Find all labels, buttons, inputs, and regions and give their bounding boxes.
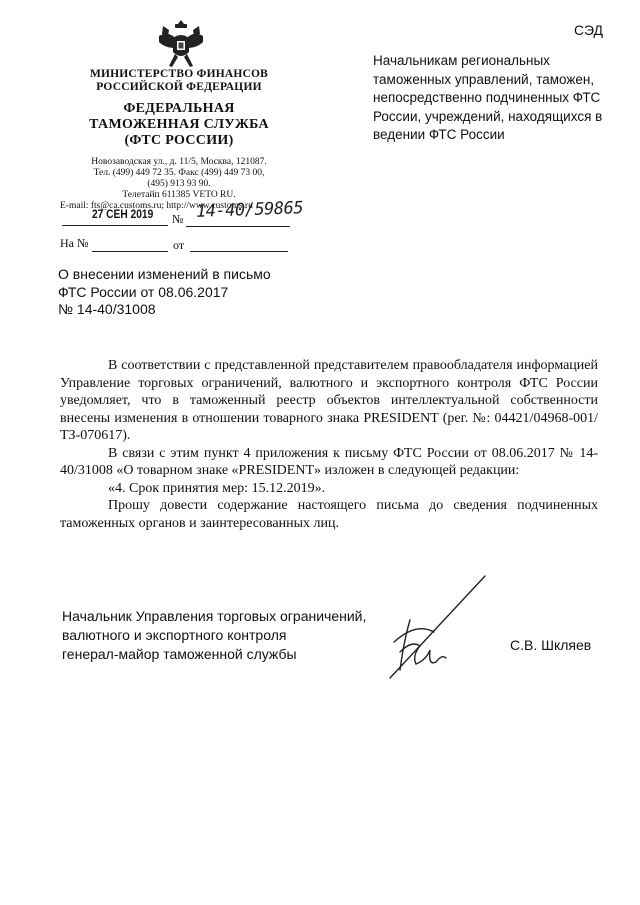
registration-number-label: №: [172, 212, 184, 226]
document-system-mark: СЭД: [574, 22, 604, 38]
body-quote: «4. Срок принятия мер: 15.12.2019».: [108, 480, 326, 496]
body-paragraph-2: В связи с этим пункт 4 приложения к письму ФТС России от 08.06.2017 № 14-40/31008 «О товарном знаке «PRESIDENT» изложен в следующей редакции:: [60, 445, 598, 478]
phone-line: Тел. (499) 449 72 35. Факс (499) 449 73 00,: [93, 168, 265, 178]
signatory-name: С.В. Шкляев: [510, 637, 592, 653]
handwritten-signature: [370, 572, 500, 682]
email-line: E-mail: fts@ca.customs.ru; http://www.customs.ru: [60, 201, 253, 211]
body-paragraph-1: В соответствии с представленной представителем правообладателя информацией Управление торговых ограничений, валютного и экспортного контроля ФТС России уведомляет, что в таможенный реестр объектов интеллектуальной собственности внесены изменения в отношении товарного знака PRESIDENT (рег. №: 04421/04968-001/ТЗ-070617).: [60, 358, 598, 443]
addressee: Начальникам региональных таможенных управлений, таможен, непосредственно подчиненных ФТС России, учреждений, находящихся в ведении ФТС России: [373, 53, 603, 142]
registration-date: 27 СЕН 2019: [92, 207, 154, 221]
teletype-line: Телетайп 611385 VETO RU.: [122, 190, 236, 200]
letterhead: [60, 68, 298, 212]
number-underline: [186, 226, 290, 227]
body-paragraph-4: Прошу довести содержание настоящего письма до сведения подчиненных таможенных органов и заинтересованных лиц.: [60, 498, 598, 531]
date-underline: [62, 225, 168, 226]
ministry-name: МИНИСТЕРСТВО ФИНАНСОВ РОССИЙСКОЙ ФЕДЕРАЦИИ: [89, 68, 269, 93]
double-headed-eagle-icon: [153, 14, 209, 70]
reply-from-underline: [190, 251, 288, 252]
address-line: Новозаводская ул., д. 11/5, Москва, 121087.: [91, 157, 267, 167]
reply-from-label: от: [173, 238, 185, 252]
reply-to-underline: [92, 251, 168, 252]
service-name: ФЕДЕРАЛЬНАЯ ТАМОЖЕННАЯ СЛУЖБА (ФТС РОССИИ): [89, 101, 269, 148]
signatory-title: Начальник Управления торговых ограничений, валютного и экспортного контроля генерал-майор таможенной службы: [62, 608, 367, 662]
subject: О внесении изменений в письмо ФТС России от 08.06.2017 № 14-40/31008: [58, 266, 271, 317]
letter-body: [60, 357, 598, 532]
phone-line-2: (495) 913 93 90.: [147, 179, 211, 189]
reply-to-label: На №: [60, 236, 89, 250]
registration-number: 14-40/59865: [195, 198, 304, 222]
